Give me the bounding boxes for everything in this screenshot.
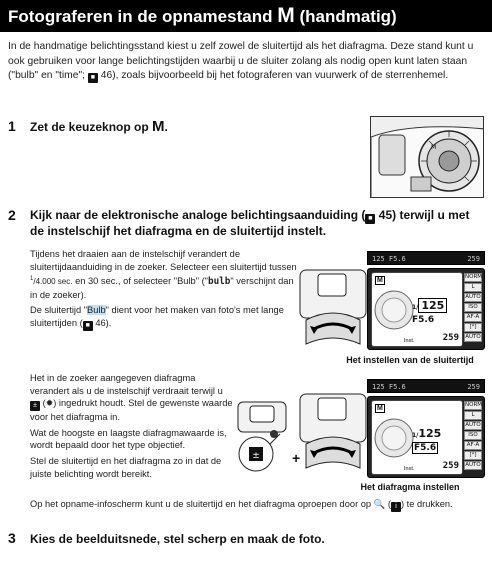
aperture-icon: ✹ [45, 398, 54, 409]
shutter-text-3: " verschijnt dan in de zoeker). [30, 276, 294, 300]
aperture-text-exposure: Stel de sluitertijd en het diafragma zo in dat de juiste belichting wordt bereikt. [30, 455, 222, 479]
dial-graphic [374, 287, 414, 333]
note-text-3: ) te drukken. [400, 499, 453, 509]
lcd-frames: 259 [442, 461, 459, 471]
shutter-caption: Het instellen van de sluitertijd [346, 355, 474, 365]
dial-graphic [374, 415, 414, 461]
rear-dial-illustration [298, 268, 368, 350]
fraction-denominator: /4.000 sec. [33, 277, 73, 287]
rear-dial-illustration-2 [298, 392, 368, 474]
bulb-text-1: De sluitertijd " [30, 305, 88, 316]
plus-symbol: + [292, 450, 301, 466]
lcd-aperture-value: F5.6 [414, 443, 437, 453]
info-item: AF-A [464, 313, 482, 322]
shutter-text-1: Tijdens het draaien aan de instelschijf verandert de sluitertijdaanduiding in de zoeker. Selecteer een sluitertijd tussen [30, 249, 297, 272]
mode-m-glyph: M [152, 118, 165, 135]
step-1-text: Zet de keuzeknop op [30, 120, 149, 134]
page-ref-icon: ■ [83, 321, 93, 331]
viewfinder-bar-2 [367, 379, 485, 393]
info-item: AUTO [465, 334, 481, 340]
viewfinder-frames: 259 [467, 383, 480, 391]
info-icon: i [391, 502, 401, 512]
lcd-frames: 259 [442, 333, 459, 343]
fraction-numerator: 1 [30, 276, 34, 283]
info-item: L [464, 283, 482, 292]
aperture-text-lens: Wat de hoogste en laagste diafragmawaarde is, wordt bepaald door het type objectief. [30, 427, 227, 451]
title-suffix: (handmatig) [299, 7, 397, 26]
page-title [0, 0, 492, 32]
exposure-button-illustration [234, 400, 290, 474]
info-right-column [464, 273, 482, 343]
aperture-text-2: ( [42, 398, 46, 409]
aperture-caption: Het diafragma instellen [360, 482, 460, 492]
step-2-text-1: Kijk naar de elektronische analoge belichtingsaanduiding ( [30, 208, 366, 222]
info-item: NORM [465, 402, 483, 408]
note-text-2: ( [387, 499, 391, 509]
aperture-text-1: Het in de zoeker aangegeven diafragma verandert als u de instelschijf verdraait terwijl u [30, 373, 223, 396]
info-item: L [464, 411, 482, 420]
mode-indicator: M [377, 277, 383, 284]
lcd-fraction: 1/ [412, 304, 419, 311]
step-2 [8, 208, 484, 239]
info-screen-note [30, 498, 485, 512]
step-number: 3 [8, 530, 16, 546]
info-display [371, 400, 463, 475]
step-3 [8, 530, 325, 546]
bulb-lcd-glyph: bulb [207, 276, 231, 288]
step-number: 2 [8, 207, 16, 223]
svg-text:M: M [431, 144, 437, 151]
lcd-info-label: Inst. [404, 466, 415, 472]
info-item: [*] [464, 323, 482, 332]
viewfinder-bar-1 [367, 251, 485, 265]
aperture-text-3: ) ingedrukt houdt. Stel de gewenste waarde voor het diafragma in. [30, 398, 233, 423]
intro-text-2: ), zoals bijvoorbeeld bij het fotograferen van vuurwerk of de sterrenhemel. [112, 70, 449, 82]
aperture-instructions [30, 372, 235, 483]
zoom-out-icon: 🔍 [373, 499, 386, 509]
shutter-text-2: en 30 sec., of selecteer "Bulb" (" [75, 276, 208, 287]
viewfinder-bar-text: 125 F5.6 [372, 383, 406, 391]
bulb-page-ref: 46 [95, 318, 106, 329]
info-item: ISO [464, 431, 482, 440]
viewfinder-bar-text: 125 F5.6 [372, 255, 406, 263]
info-screen-1 [367, 268, 485, 350]
step-2-page-ref: 45 [378, 208, 393, 222]
lcd-shutter-value: 125 [418, 298, 447, 313]
lcd-info-label: Inst. [404, 338, 415, 344]
viewfinder-frames: 259 [467, 255, 480, 263]
lcd-aperture-value: F5.6 [412, 315, 435, 325]
shutter-instructions [30, 248, 300, 334]
intro-paragraph [8, 40, 484, 84]
info-item: [*] [464, 451, 482, 460]
page-ref-icon: ■ [88, 73, 98, 83]
info-item: AUTO [465, 422, 481, 428]
note-text-1: Op het opname-infoscherm kunt u de sluitertijd en het diafragma oproepen door op [30, 499, 372, 509]
bulb-text-2: " dient voor het maken van foto's met lange sluitertijden ( [30, 305, 284, 329]
camera-mode-dial-illustration [370, 116, 484, 198]
step-1-period: . [164, 120, 168, 134]
step-number: 1 [8, 118, 16, 134]
info-item: AUTO [465, 462, 481, 468]
step-1 [8, 118, 168, 135]
lcd-shutter-value: 125 [418, 427, 442, 440]
info-item: AUTO [465, 294, 481, 300]
info-display [371, 272, 463, 347]
info-item: ISO [464, 303, 482, 312]
intro-text-1: In de handmatige belichtingsstand kiest u zelf zowel de sluitertijd als het diafragma. Deze stand kunt u ook gebruiken voor lange belichtingstijden waarbij u de sluiter zolang als nodig open kunt laten staan ("bulb" en "time"; [8, 41, 474, 82]
page-ref-icon: ■ [365, 214, 375, 224]
bulb-highlight: Bulb [87, 305, 106, 316]
info-right-column [464, 401, 482, 471]
info-screen-2 [367, 396, 485, 478]
title-prefix: Fotograferen in de opnamestand [8, 7, 273, 26]
svg-text:±: ± [252, 451, 260, 461]
info-item: NORM [465, 274, 483, 280]
step-2-text-2: ) terwijl u met de instelschijf het diafragma en de sluitertijd instelt. [30, 208, 470, 238]
step-3-text: Kies de beelduitsnede, stel scherp en maak de foto. [30, 532, 325, 546]
bulb-text-3: ). [105, 318, 112, 329]
mode-indicator: M [377, 405, 383, 412]
lcd-fraction: 1/ [412, 432, 419, 439]
mode-m-glyph: M [277, 4, 295, 27]
intro-page-ref: 46 [100, 70, 113, 82]
info-item: AF-A [464, 441, 482, 450]
exposure-comp-icon: ± [30, 401, 40, 411]
